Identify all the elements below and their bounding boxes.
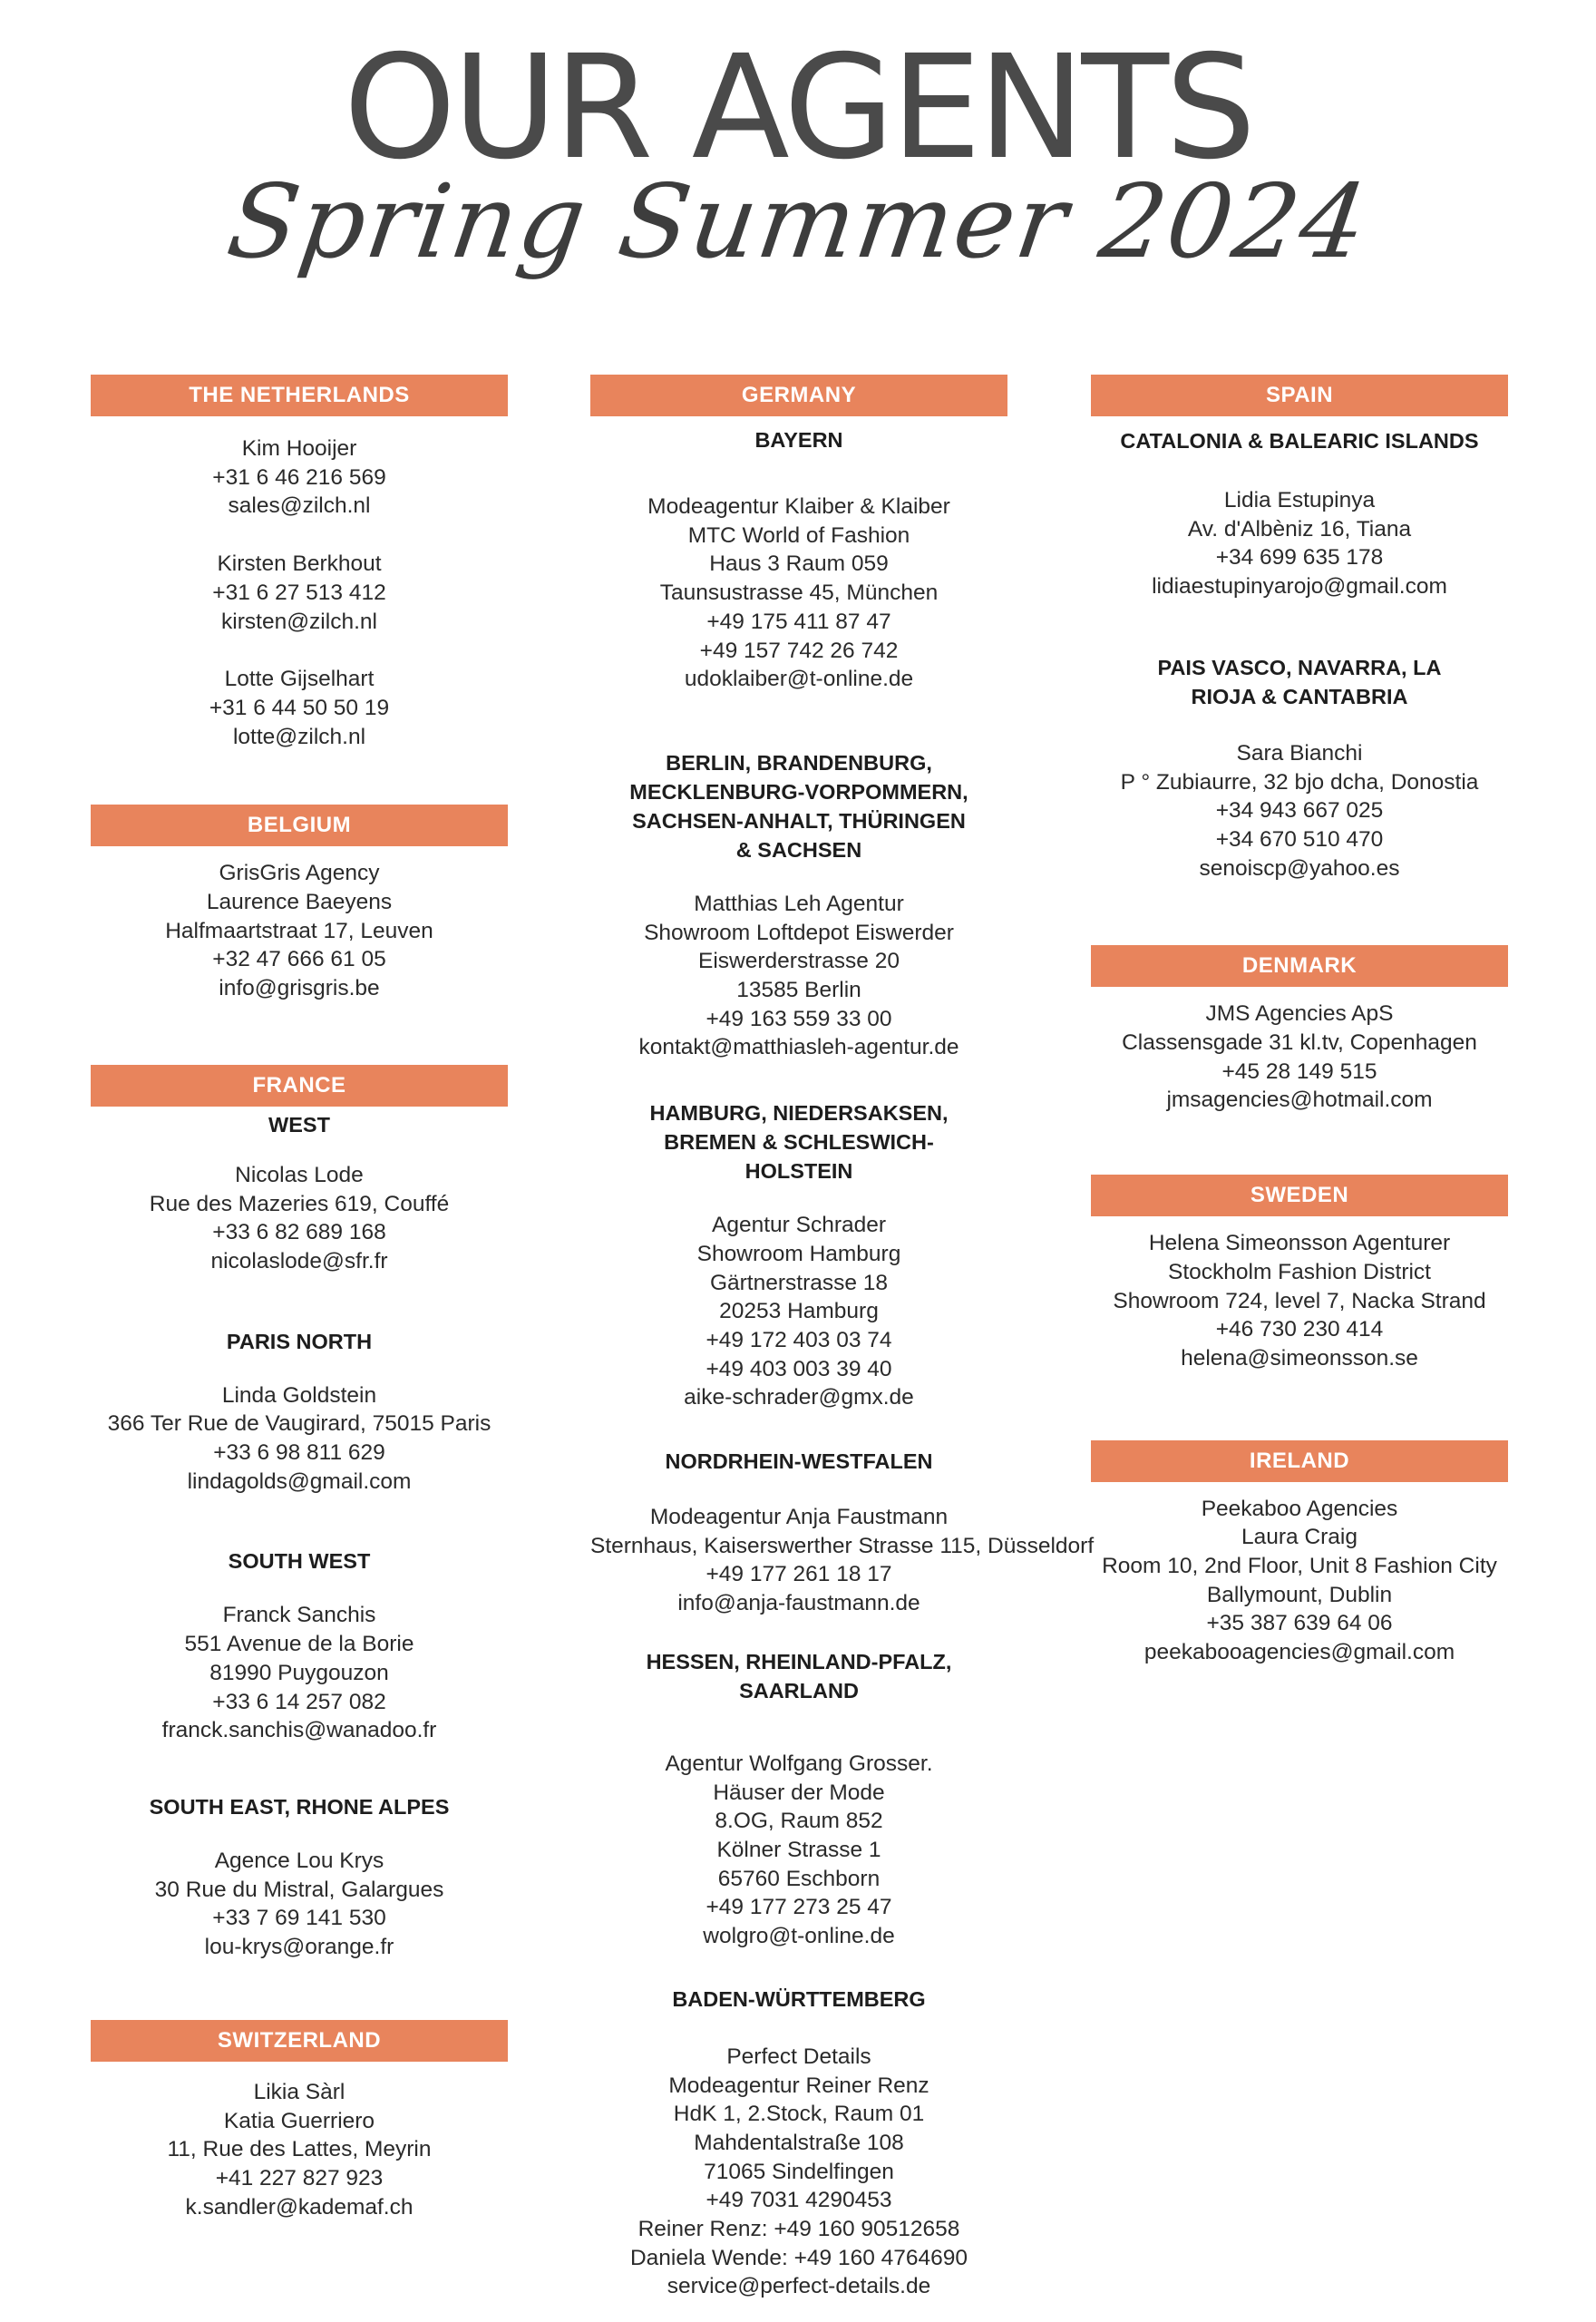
agent-contact-group — [91, 550, 508, 636]
agent-contact-group — [91, 665, 508, 751]
country-section-denmark — [1091, 945, 1508, 1115]
agent-contact-group — [91, 1792, 508, 1962]
contact-phone: +34 943 667 025 — [1215, 798, 1384, 824]
contact-line: Modeagentur Reiner Renz — [668, 2073, 929, 2098]
contact-phone: +45 28 149 515 — [1221, 1059, 1377, 1084]
country-header: SWEDEN — [1091, 1175, 1508, 1216]
region-title: PARIS NORTH — [226, 1329, 373, 1353]
contact-phone: +46 730 230 414 — [1215, 1317, 1384, 1342]
contact-line: HdK 1, 2.Stock, Raum 01 — [673, 2102, 925, 2127]
column-1 — [91, 375, 508, 2221]
agent-contact-group — [91, 434, 508, 521]
column-3 — [1091, 375, 1508, 1667]
agent-contact-group — [91, 1110, 508, 1276]
region-title: HESSEN, RHEINLAND-PFALZ, SAARLAND — [646, 1649, 952, 1702]
contact-line: Matthias Leh Agentur — [694, 891, 904, 916]
contact-line: Rue des Mazeries 619, Couffé — [149, 1191, 450, 1216]
contact-email: wolgro@t-online.de — [703, 1924, 895, 1949]
contact-phone: +31 6 44 50 50 19 — [209, 695, 390, 720]
country-header: SPAIN — [1091, 375, 1508, 416]
contact-line: 11, Rue des Lattes, Meyrin — [167, 2137, 432, 2162]
contact-line: Kölner Strasse 1 — [716, 1837, 881, 1862]
contact-email: lou-krys@orange.fr — [204, 1935, 394, 1960]
agent-contact-group — [590, 1647, 1007, 1951]
contact-phone: +34 699 635 178 — [1215, 545, 1384, 571]
contact-phone: +32 47 666 61 05 — [212, 947, 386, 972]
agent-contact-group — [1091, 420, 1508, 601]
contact-phone: +31 6 46 216 569 — [212, 464, 386, 490]
agent-contact-group — [91, 1546, 508, 1745]
contact-email: peekabooagencies@gmail.com — [1143, 1640, 1455, 1665]
contact-phone: +33 7 69 141 530 — [212, 1906, 386, 1931]
country-header: GERMANY — [590, 375, 1007, 416]
page-title: OUR AGENTS — [343, 24, 1253, 191]
country-section-germany — [590, 375, 1095, 2301]
contact-line: 30 Rue du Mistral, Galargues — [154, 1877, 444, 1902]
contact-line: Katia Guerriero — [223, 2108, 375, 2133]
contact-email: udoklaiber@t-online.de — [684, 667, 914, 692]
contact-line: Showroom Hamburg — [696, 1241, 901, 1266]
region-title: CATALONIA & BALEARIC ISLANDS — [1120, 429, 1479, 453]
contact-line: Classensgade 31 kl.tv, Copenhagen — [1122, 1030, 1477, 1056]
contact-phone: +33 6 82 689 168 — [212, 1220, 386, 1245]
contact-phone: +49 157 742 26 742 — [699, 638, 899, 663]
agent-contact-group — [1091, 1229, 1508, 1373]
region-title: SOUTH EAST, RHONE ALPES — [149, 1794, 450, 1819]
contact-line: Sternhaus, Kaiserswerther Strasse 115, Düsseldorf — [590, 1533, 1095, 1558]
contact-line: Mahdentalstraße 108 — [694, 2130, 904, 2155]
contact-line: 20253 Hamburg — [719, 1299, 879, 1324]
contact-line: Nicolas Lode — [235, 1162, 364, 1187]
agent-contact-group — [1091, 653, 1508, 883]
region-title: PAIS VASCO, NAVARRA, LA RIOJA & CANTABRIA — [1157, 655, 1442, 708]
contact-phone: +33 6 98 811 629 — [213, 1440, 385, 1466]
contact-phone: +49 403 003 39 40 — [706, 1356, 892, 1381]
agent-contact-group — [1091, 1000, 1508, 1115]
contact-line: 71065 Sindelfingen — [704, 2159, 894, 2184]
agent-contact-group — [1091, 1495, 1508, 1667]
contact-line: Modeagentur Klaiber & Klaiber — [647, 494, 950, 519]
column-2 — [590, 375, 1095, 2301]
contact-line: Av. d'Albèniz 16, Tiana — [1187, 516, 1412, 541]
contact-line: Peekaboo Agencies — [1201, 1496, 1398, 1521]
country-header: IRELAND — [1091, 1440, 1508, 1482]
contact-line: Halfmaartstraat 17, Leuven — [165, 918, 433, 943]
contact-phone: +33 6 14 257 082 — [212, 1689, 386, 1714]
contact-line: 366 Ter Rue de Vaugirard, 75015 Paris — [107, 1411, 491, 1437]
page-subtitle: Spring Summer 2024 — [220, 163, 1376, 281]
contact-email: helena@simeonsson.se — [1181, 1345, 1418, 1371]
contact-line: Room 10, 2nd Floor, Unit 8 Fashion City — [1102, 1554, 1497, 1579]
contact-phone: +49 175 411 87 47 — [706, 609, 891, 634]
contact-phone: +34 670 510 470 — [1215, 826, 1384, 852]
contact-email: lotte@zilch.nl — [232, 724, 366, 749]
contact-line: Stockholm Fashion District — [1167, 1259, 1431, 1284]
contact-line: Häuser der Mode — [713, 1780, 885, 1805]
agent-contact-group — [590, 1098, 1007, 1412]
contact-email: k.sandler@kademaf.ch — [185, 2194, 414, 2220]
contact-line: 65760 Eschborn — [717, 1866, 881, 1891]
contact-email: senoiscp@yahoo.es — [1199, 855, 1400, 881]
country-section-sweden — [1091, 1175, 1508, 1373]
contact-line: Eiswerderstrasse 20 — [698, 949, 900, 974]
contact-line: Perfect Details — [726, 2044, 871, 2069]
contact-email: info@anja-faustmann.de — [677, 1591, 920, 1616]
country-section-spain — [1091, 375, 1508, 883]
contact-line: 13585 Berlin — [736, 978, 861, 1003]
region-title: NORDRHEIN-WESTFALEN — [665, 1449, 933, 1474]
contact-line: Showroom Loftdepot Eiswerder — [644, 920, 954, 945]
contact-email: nicolaslode@sfr.fr — [210, 1248, 388, 1273]
contact-email: lindagolds@gmail.com — [187, 1468, 412, 1494]
country-section-ireland — [1091, 1440, 1508, 1667]
contact-line: Kirsten Berkhout — [217, 551, 382, 577]
contact-line: Laura Craig — [1241, 1525, 1358, 1550]
contact-email: aike-schrader@gmx.de — [684, 1385, 914, 1410]
region-title: WEST — [268, 1112, 330, 1137]
country-section-belgium — [91, 805, 508, 1003]
country-section-france — [91, 1065, 508, 1962]
contact-email: service@perfect-details.de — [667, 2274, 931, 2299]
country-header: DENMARK — [1091, 945, 1508, 987]
contact-phone: +49 177 261 18 17 — [706, 1562, 892, 1587]
contact-line: Laurence Baeyens — [206, 890, 393, 915]
contact-line: Lotte Gijselhart — [224, 667, 375, 692]
contact-line: MTC World of Fashion — [687, 522, 910, 548]
contact-email: franck.sanchis@wanadoo.fr — [161, 1718, 437, 1743]
contact-line: Modeagentur Anja Faustmann — [649, 1505, 949, 1530]
contact-email: jmsagencies@hotmail.com — [1166, 1088, 1433, 1113]
contact-phone: +49 177 273 25 47 — [706, 1895, 892, 1920]
agent-contact-group — [91, 1327, 508, 1497]
contact-line: Agentur Schrader — [711, 1213, 887, 1238]
agent-contact-group — [590, 748, 1007, 1062]
region-title: SOUTH WEST — [228, 1549, 371, 1574]
agent-contact-group — [590, 416, 1007, 694]
contact-phone: +49 163 559 33 00 — [706, 1006, 892, 1031]
contact-line: Kim Hooijer — [241, 436, 357, 461]
contact-phone: +41 227 827 923 — [215, 2165, 384, 2190]
contact-line: P ° Zubiaurre, 32 bjo dcha, Donostia — [1120, 769, 1479, 795]
contact-line: Agentur Wolfgang Grosser. — [665, 1751, 933, 1776]
contact-line: Showroom 724, level 7, Nacka Strand — [1113, 1288, 1486, 1313]
contact-line: Likia Sàrl — [253, 2079, 345, 2104]
contact-line: Sara Bianchi — [1236, 740, 1363, 766]
contact-line: Agence Lou Krys — [214, 1848, 384, 1873]
agent-contact-group — [590, 1985, 1007, 2301]
contact-line: GrisGris Agency — [219, 861, 380, 886]
contact-line: Linda Goldstein — [221, 1382, 377, 1408]
contact-email: info@grisgris.be — [219, 976, 380, 1001]
contact-line: 551 Avenue de la Borie — [184, 1632, 414, 1657]
contact-phone: +49 172 403 03 74 — [706, 1327, 892, 1352]
region-title: BERLIN, BRANDENBURG, MECKLENBURG-VORPOMMERN, SACHSEN-ANHALT, THÜRINGEN & SACHSEN — [629, 750, 968, 862]
country-section-the-netherlands — [91, 375, 508, 751]
contact-phone: +49 7031 4290453 — [706, 2188, 892, 2213]
contact-line: Gärtnerstrasse 18 — [709, 1270, 889, 1295]
contact-phone: Reiner Renz: +49 160 90512658 — [637, 2217, 960, 2242]
contact-line: JMS Agencies ApS — [1205, 1001, 1394, 1027]
contact-line: Franck Sanchis — [222, 1603, 376, 1628]
contact-line: Ballymount, Dublin — [1206, 1582, 1393, 1607]
agent-contact-group — [91, 2078, 508, 2222]
contact-phone: +35 387 639 64 06 — [1206, 1611, 1393, 1636]
contact-line: 81990 Puygouzon — [209, 1660, 389, 1685]
country-header: FRANCE — [91, 1065, 508, 1107]
contact-email: kontakt@matthiasleh-agentur.de — [638, 1035, 959, 1060]
contact-line: Helena Simeonsson Agenturer — [1148, 1231, 1451, 1256]
contact-phone: Daniela Wende: +49 160 4764690 — [629, 2245, 968, 2270]
region-title: BADEN-WÜRTTEMBERG — [672, 1986, 926, 2011]
country-header: BELGIUM — [91, 805, 508, 846]
country-section-switzerland — [91, 2020, 508, 2222]
contact-line: Lidia Estupinya — [1223, 488, 1376, 512]
agent-contact-group — [91, 859, 508, 1003]
contact-line: Haus 3 Raum 059 — [709, 551, 889, 577]
region-title: HAMBURG, NIEDERSAKSEN, BREMEN & SCHLESWICH-HOLSTEIN — [649, 1101, 949, 1184]
contact-email: sales@zilch.nl — [228, 493, 371, 519]
contact-email: kirsten@zilch.nl — [221, 609, 377, 634]
country-header: SWITZERLAND — [91, 2020, 508, 2062]
contact-line: 8.OG, Raum 852 — [715, 1809, 883, 1834]
contact-phone: +31 6 27 513 412 — [212, 580, 386, 605]
country-header: THE NETHERLANDS — [91, 375, 508, 416]
contact-email: lidiaestupinyarojo@gmail.com — [1152, 574, 1447, 600]
region-title: BAYERN — [754, 428, 843, 452]
contact-line: Taunsustrasse 45, München — [659, 580, 939, 606]
agent-contact-group — [590, 1447, 1095, 1618]
